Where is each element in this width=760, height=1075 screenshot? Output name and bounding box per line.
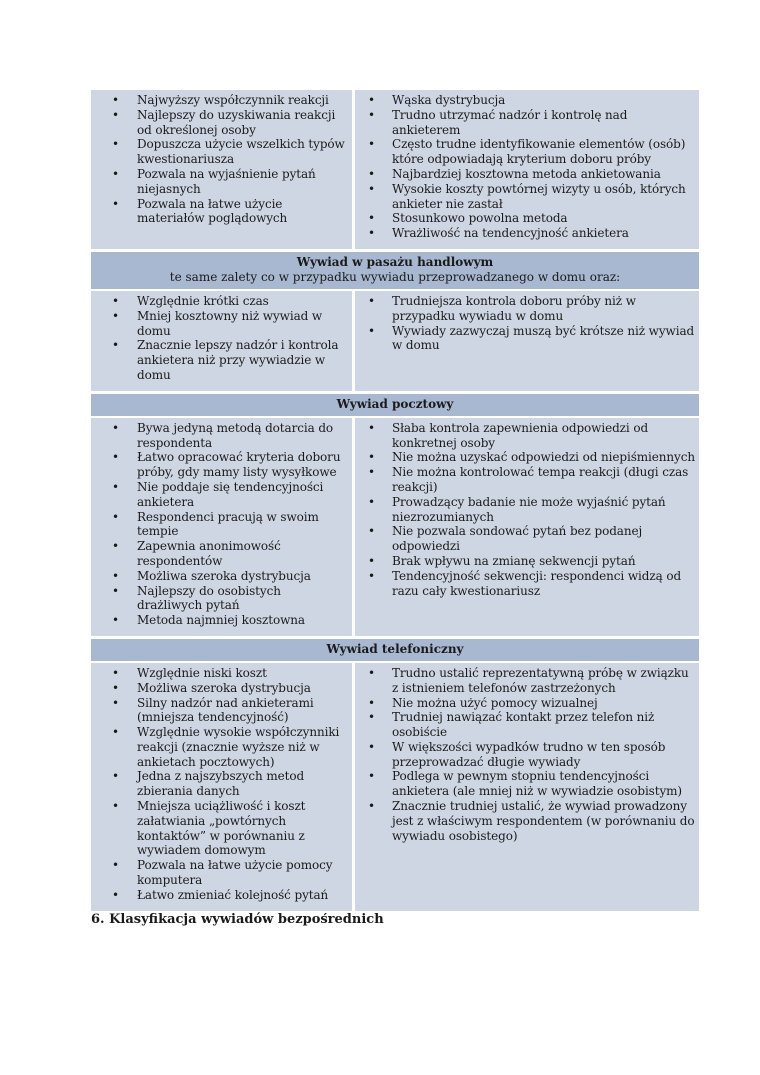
list-item: • Nie poddaje się tendencyjności ankietera [95, 480, 348, 510]
list-item: • Jedna z najszybszych metod zbierania danych [95, 769, 348, 799]
list-item: • Zapewnia anonimowość respondentów [95, 539, 348, 569]
list-item: • Pozwala na wyjaśnienie pytań niejasnych [95, 167, 348, 197]
pros-cons-row [91, 663, 699, 911]
disadvantages-list [359, 93, 695, 241]
list-item: • Wywiady zazwyczaj muszą być krótsze niż wywiad w domu [359, 324, 695, 354]
list-item: • Nie pozwala sondować pytań bez podanej odpowiedzi [359, 524, 695, 554]
advantages-cell [91, 418, 355, 636]
list-item: • Słaba kontrola zapewnienia odpowiedzi od konkretnej osoby [359, 421, 695, 451]
pros-cons-row [91, 418, 699, 636]
list-item: • Najbardziej kosztowna metoda ankietowania [359, 167, 695, 182]
section-title: Wywiad w pasażu handlowym [296, 254, 494, 269]
advantages-cell [91, 90, 355, 249]
list-item: • Trudniej nawiązać kontakt przez telefon niż osobiście [359, 710, 695, 740]
advantages-list [95, 93, 348, 226]
list-item: • Łatwo zmieniać kolejność pytań [95, 888, 348, 903]
section-heading: 6. Klasyfikacja wywiadów bezpośrednich [91, 912, 384, 927]
advantages-cell [91, 291, 355, 391]
pros-cons-row [91, 90, 699, 249]
list-item: • Łatwo opracować kryteria doboru próby, gdy mamy listy wysyłkowe [95, 450, 348, 480]
list-item: • Trudniejsza kontrola doboru próby niż w przypadku wywiadu w domu [359, 294, 695, 324]
section-header [91, 391, 699, 418]
section-title: Wywiad telefoniczny [326, 641, 464, 656]
advantages-cell [91, 663, 355, 911]
list-item: • Pozwala na łatwe użycie pomocy komputera [95, 858, 348, 888]
list-item: • Pozwala na łatwe użycie materiałów poglądowych [95, 197, 348, 227]
document-page [91, 90, 699, 911]
pros-cons-row [91, 291, 699, 391]
list-item: • Względnie niski koszt [95, 666, 348, 681]
disadvantages-list [359, 294, 695, 353]
section-header [91, 249, 699, 291]
list-item: • Wrażliwość na tendencyjność ankietera [359, 226, 695, 241]
section-title: Wywiad pocztowy [336, 396, 454, 411]
list-item: • Tendencyjność sekwencji: respondenci widzą od razu cały kwestionariusz [359, 569, 695, 599]
list-item: • Bywa jedyną metodą dotarcia do respondenta [95, 421, 348, 451]
list-item: • Najlepszy do uzyskiwania reakcji od określonej osoby [95, 108, 348, 138]
advantages-list [95, 294, 348, 383]
list-item: • Nie można kontrolować tempa reakcji (długi czas reakcji) [359, 465, 695, 495]
list-item: • Znacznie lepszy nadzór i kontrola ankietera niż przy wywiadzie w domu [95, 338, 348, 382]
list-item: • Stosunkowo powolna metoda [359, 211, 695, 226]
list-item: • Znacznie trudniej ustalić, że wywiad prowadzony jest z właściwym respondentem (w porównaniu do wywiadu osobistego) [359, 799, 695, 843]
section-header [91, 636, 699, 663]
list-item: • Względnie krótki czas [95, 294, 348, 309]
list-item: • Brak wpływu na zmianę sekwencji pytań [359, 554, 695, 569]
list-item: • Metoda najmniej kosztowna [95, 613, 348, 628]
disadvantages-cell [355, 663, 699, 911]
list-item: • Dopuszcza użycie wszelkich typów kwestionariusza [95, 137, 348, 167]
list-item: • Prowadzący badanie nie może wyjaśnić pytań niezrozumianych [359, 495, 695, 525]
list-item: • Podlega w pewnym stopniu tendencyjności ankietera (ale mniej niż w wywiadzie osobistym) [359, 769, 695, 799]
list-item: • Wąska dystrybucja [359, 93, 695, 108]
list-item: • Możliwa szeroka dystrybucja [95, 569, 348, 584]
list-item: • Trudno utrzymać nadzór i kontrolę nad ankieterem [359, 108, 695, 138]
list-item: • Mniej kosztowny niż wywiad w domu [95, 309, 348, 339]
list-item: • Najlepszy do osobistych drażliwych pytań [95, 584, 348, 614]
list-item: • W większości wypadków trudno w ten sposób przeprowadzać długie wywiady [359, 740, 695, 770]
list-item: • Mniejsza uciążliwość i koszt załatwiania „powtórnych kontaktów” w porównaniu z wywiadem domowym [95, 799, 348, 858]
advantages-list [95, 421, 348, 628]
list-item: • Trudno ustalić reprezentatywną próbę w związku z istnieniem telefonów zastrzeżonych [359, 666, 695, 696]
list-item: • Często trudne identyfikowanie elementów (osób) które odpowiadają kryterium doboru próby [359, 137, 695, 167]
disadvantages-cell [355, 90, 699, 249]
list-item: • Możliwa szeroka dystrybucja [95, 681, 348, 696]
advantages-list [95, 666, 348, 903]
disadvantages-list [359, 421, 695, 599]
list-item: • Nie można użyć pomocy wizualnej [359, 696, 695, 711]
disadvantages-cell [355, 418, 699, 636]
list-item: • Nie można uzyskać odpowiedzi od niepiśmiennych [359, 450, 695, 465]
list-item: • Względnie wysokie współczynniki reakcji (znacznie wyższe niż w ankietach pocztowych) [95, 725, 348, 769]
list-item: • Silny nadzór nad ankieterami (mniejsza tendencyjność) [95, 696, 348, 726]
list-item: • Najwyższy współczynnik reakcji [95, 93, 348, 108]
list-item: • Respondenci pracują w swoim tempie [95, 510, 348, 540]
list-item: • Wysokie koszty powtórnej wizyty u osób, których ankieter nie zastał [359, 182, 695, 212]
disadvantages-cell [355, 291, 699, 391]
comparison-table [91, 90, 699, 911]
disadvantages-list [359, 666, 695, 844]
section-subtitle: te same zalety co w przypadku wywiadu przeprowadzanego w domu oraz: [169, 269, 621, 284]
